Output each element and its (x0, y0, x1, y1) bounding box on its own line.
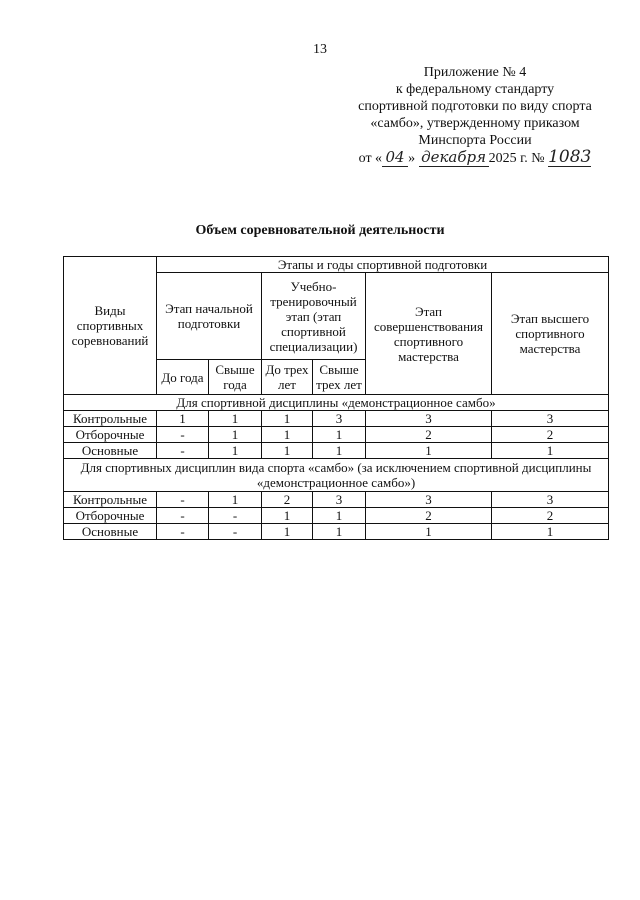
table-cell: 3 (492, 492, 609, 508)
table-row (64, 524, 609, 540)
order-year: 2025 г. № (488, 151, 545, 166)
table-cell: 3 (366, 492, 492, 508)
header-stage-initial: Этап начальной подготовки (157, 273, 262, 360)
table-cell: - (157, 524, 209, 540)
header-stages: Этапы и годы спортивной подготовки (157, 257, 609, 273)
table-cell: 3 (366, 411, 492, 427)
table-row (64, 411, 609, 427)
section-heading-row (64, 395, 609, 411)
table-cell: 1 (366, 443, 492, 459)
document-title: Объем соревновательной деятельности (195, 223, 445, 238)
row-label: Контрольные (64, 492, 157, 508)
table-cell: 1 (492, 524, 609, 540)
table-cell: 1 (313, 443, 366, 459)
table-cell: 3 (313, 411, 366, 427)
table-cell: 2 (492, 427, 609, 443)
table-cell: 1 (313, 524, 366, 540)
table-cell: 3 (492, 411, 609, 427)
table-cell: 1 (262, 508, 313, 524)
table-cell: 1 (209, 411, 262, 427)
header-stage-higher: Этап высшего спортивного мастерства (492, 273, 609, 395)
table-cell: - (157, 492, 209, 508)
appendix-line: Приложение № 4 (423, 65, 527, 80)
handwritten-month: декабря (419, 149, 489, 167)
table-cell: 2 (366, 427, 492, 443)
table-cell: 1 (262, 524, 313, 540)
row-label: Отборочные (64, 427, 157, 443)
table-cell: 2 (366, 508, 492, 524)
table-cell: - (157, 508, 209, 524)
order-prefix: от « (358, 151, 383, 166)
header-sub: До трех лет (262, 360, 313, 395)
appendix-line: спортивной подготовки по виду спорта (358, 99, 592, 114)
order-mid: » (408, 151, 416, 166)
table-cell: - (209, 508, 262, 524)
header-stage-improvement: Этап совершенствования спортивного мастерства (366, 273, 492, 395)
table-row (64, 443, 609, 459)
table-cell: 1 (209, 492, 262, 508)
header-stage-training: Учебно-тренировочный этап (этап спортивной специализации) (262, 273, 366, 360)
table-cell: 1 (313, 508, 366, 524)
order-line (330, 149, 620, 167)
table-cell: 1 (492, 443, 609, 459)
table-cell: 2 (492, 508, 609, 524)
handwritten-order-number: 1083 (548, 147, 592, 167)
header-sub: Свыше года (209, 360, 262, 395)
table-cell: 2 (262, 492, 313, 508)
section-heading-row (64, 459, 609, 492)
table-cell: 1 (262, 443, 313, 459)
row-label: Основные (64, 524, 157, 540)
handwritten-day: 04 (382, 149, 408, 167)
table-cell: - (157, 443, 209, 459)
appendix-line: Минспорта России (418, 133, 532, 148)
table-row (64, 427, 609, 443)
header-kinds: Виды спортивных соревнований (64, 257, 157, 395)
table-cell: 1 (209, 443, 262, 459)
appendix-line: «самбо», утвержденному приказом (370, 116, 580, 131)
table-cell: 1 (366, 524, 492, 540)
table-cell: 1 (262, 427, 313, 443)
page-number: 13 (313, 42, 327, 57)
table-row (64, 508, 609, 524)
section-heading: Для спортивной дисциплины «демонстрационное самбо» (64, 395, 609, 411)
header-sub: Свыше трех лет (313, 360, 366, 395)
table-cell: - (157, 427, 209, 443)
header-sub: До года (157, 360, 209, 395)
row-label: Отборочные (64, 508, 157, 524)
table-cell: 1 (313, 427, 366, 443)
table-cell: - (209, 524, 262, 540)
competition-table (63, 256, 609, 540)
table-cell: 1 (157, 411, 209, 427)
row-label: Основные (64, 443, 157, 459)
row-label: Контрольные (64, 411, 157, 427)
table-row (64, 492, 609, 508)
section-heading: Для спортивных дисциплин вида спорта «самбо» (за исключением спортивной дисциплины «демонстрационное самбо») (64, 459, 609, 492)
table-cell: 1 (209, 427, 262, 443)
table-cell: 1 (262, 411, 313, 427)
appendix-block (330, 64, 620, 167)
table-cell: 3 (313, 492, 366, 508)
header-row (64, 257, 609, 273)
appendix-line: к федеральному стандарту (395, 82, 555, 97)
